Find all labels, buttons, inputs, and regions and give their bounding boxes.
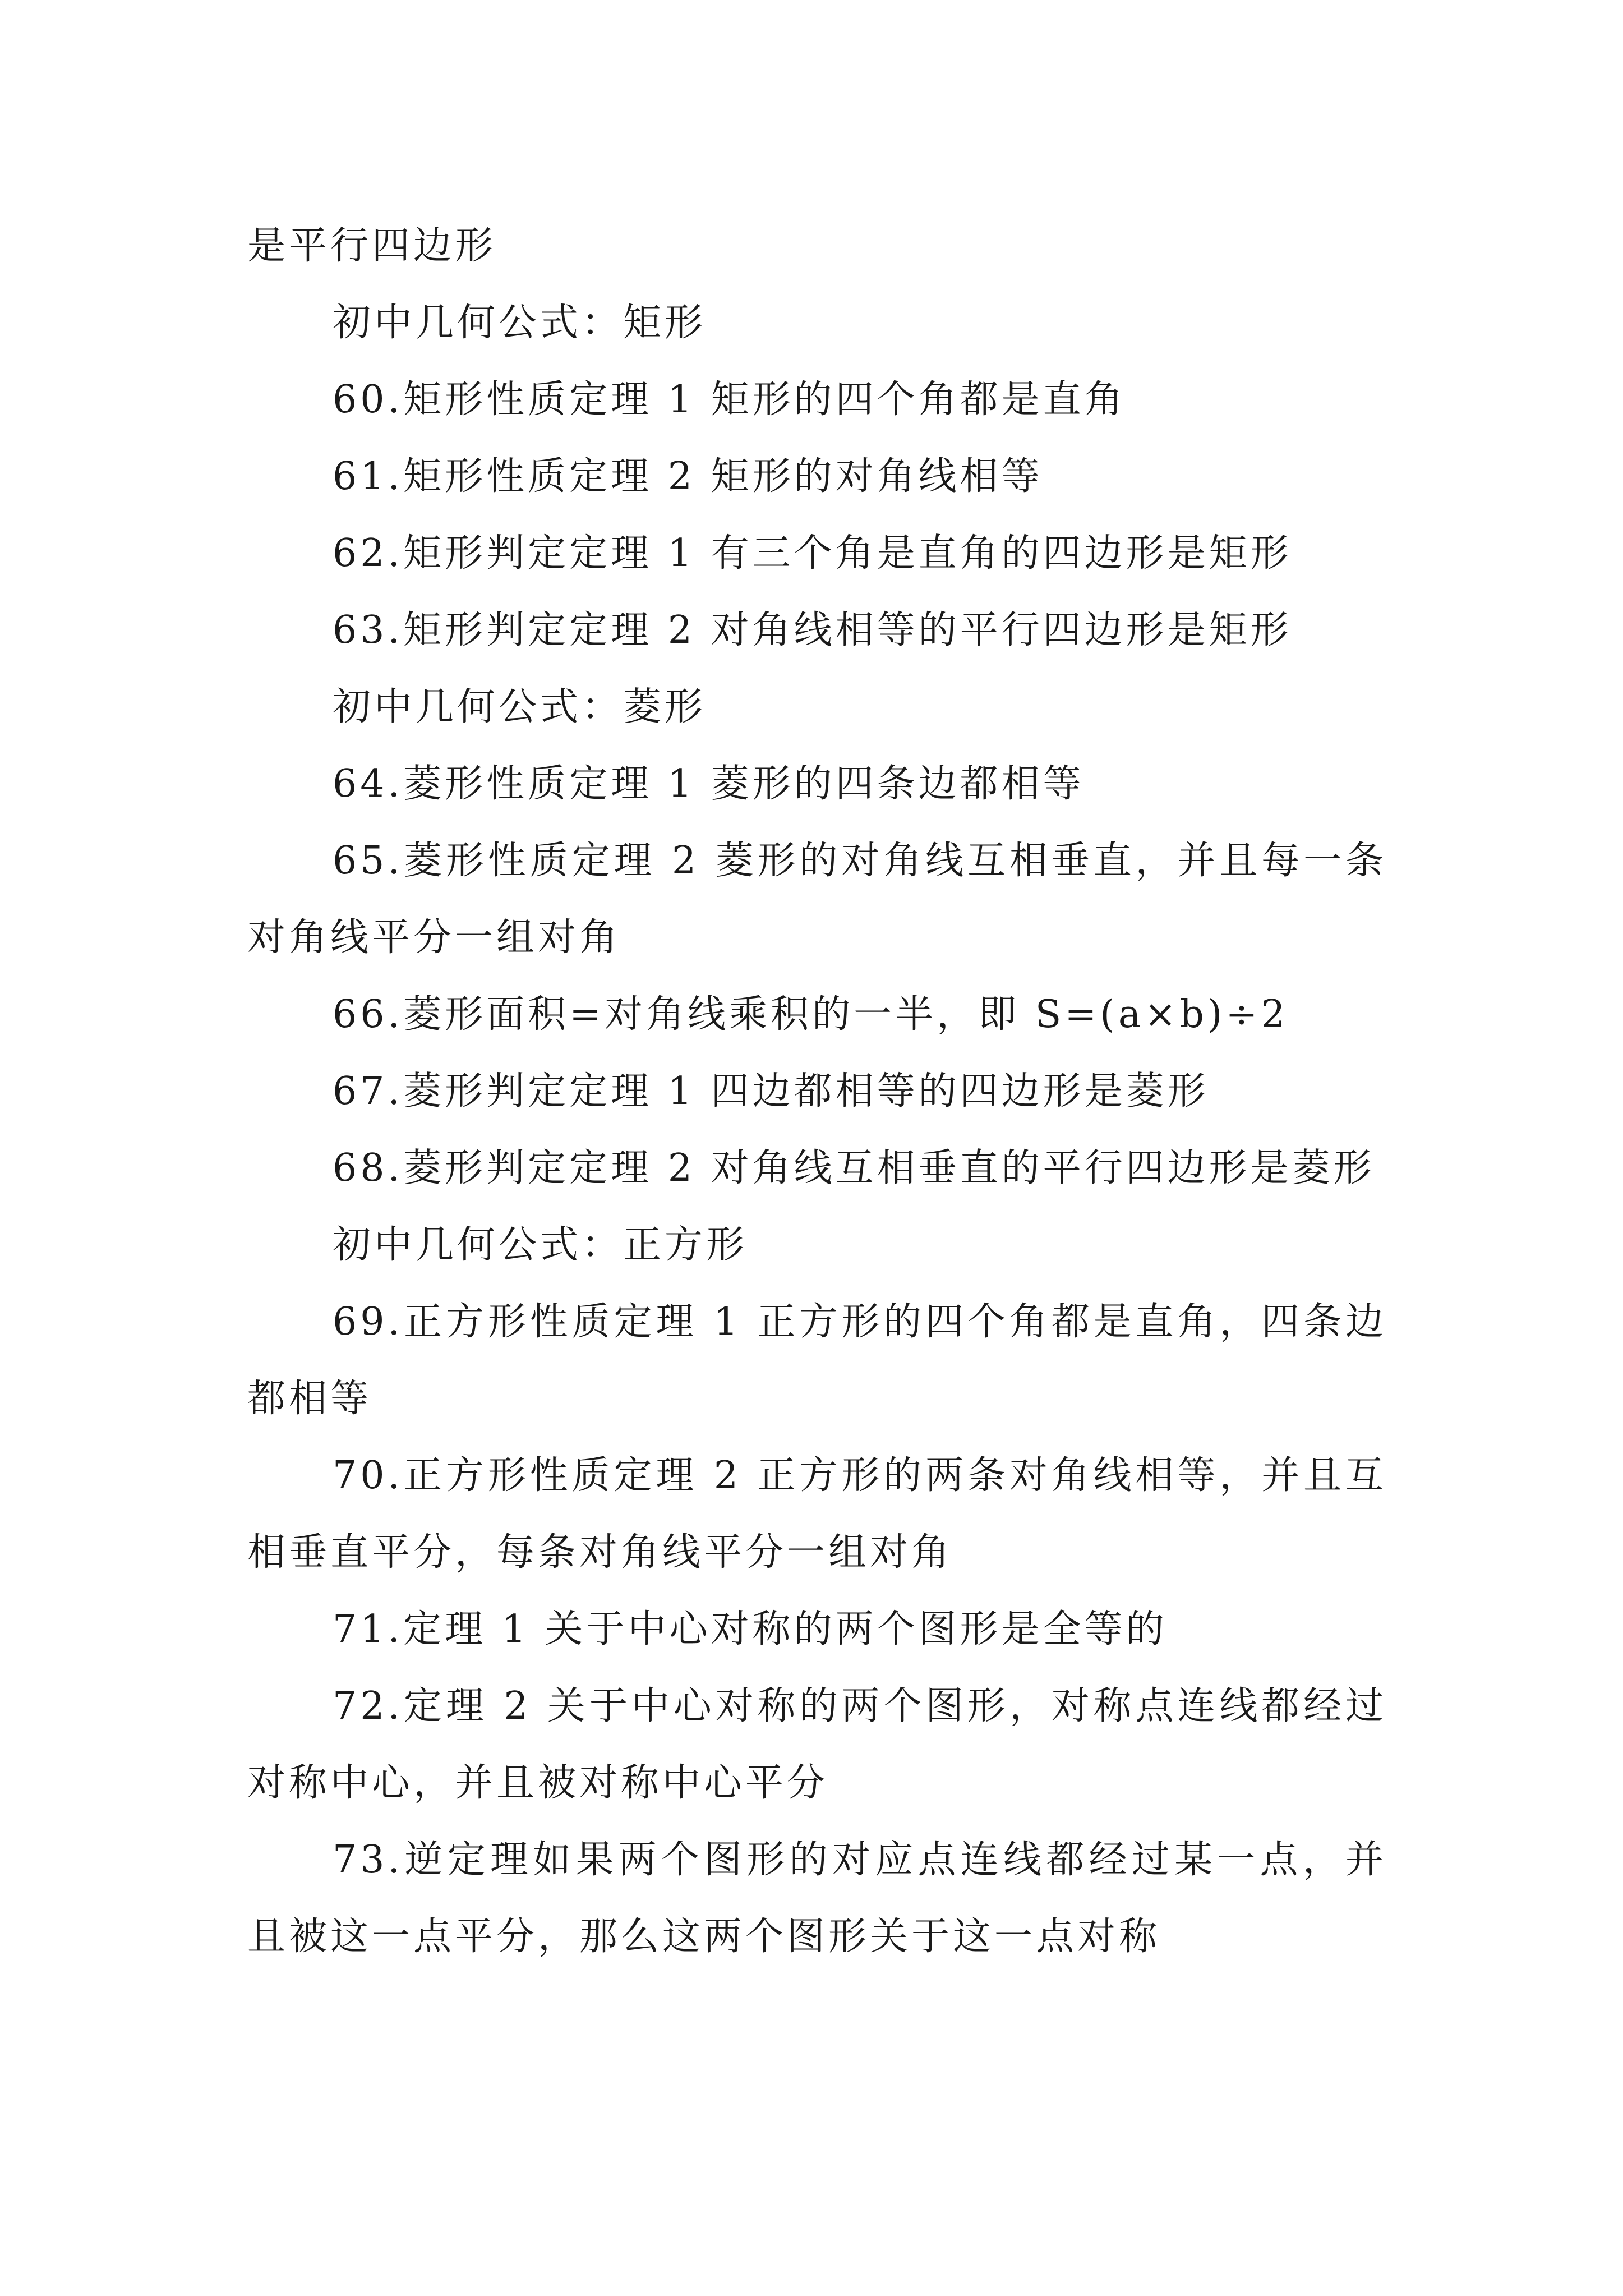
- theorem-69: 69.正方形性质定理 1 正方形的四个角都是直角，四条边都相等: [247, 1300, 1387, 1421]
- section-heading-square: 初中几何公式：正方形: [333, 1223, 748, 1267]
- theorem-72: 72.定理 2 关于中心对称的两个图形，对称点连线都经过对称中心，并且被对称中心平分: [247, 1684, 1387, 1805]
- paragraph-continuation: 是平行四边形: [247, 224, 497, 268]
- theorem-70: 70.正方形性质定理 2 正方形的两条对角线相等，并且互相垂直平分，每条对角线平分一组对角: [247, 1453, 1387, 1575]
- section-heading-rectangle: 初中几何公式：矩形: [333, 301, 707, 345]
- theorem-71: 71.定理 1 关于中心对称的两个图形是全等的: [333, 1607, 1168, 1651]
- theorem-67: 67.菱形判定定理 1 四边都相等的四边形是菱形: [333, 1069, 1209, 1114]
- theorem-63: 63.矩形判定定理 2 对角线相等的平行四边形是矩形: [333, 608, 1292, 652]
- theorem-73: 73.逆定理如果两个图形的对应点连线都经过某一点，并且被这一点平分，那么这两个图形关于这一点对称: [247, 1838, 1387, 1959]
- theorem-64: 64.菱形性质定理 1 菱形的四条边都相等: [333, 762, 1085, 806]
- theorem-60: 60.矩形性质定理 1 矩形的四个角都是直角: [333, 378, 1126, 422]
- section-heading-rhombus: 初中几何公式：菱形: [333, 685, 707, 729]
- theorem-62: 62.矩形判定定理 1 有三个角是直角的四边形是矩形: [333, 531, 1292, 576]
- theorem-61: 61.矩形性质定理 2 矩形的对角线相等: [333, 454, 1043, 499]
- theorem-65: 65.菱形性质定理 2 菱形的对角线互相垂直，并且每一条对角线平分一组对角: [247, 839, 1387, 960]
- theorem-66: 66.菱形面积=对角线乘积的一半，即 S=(a×b)÷2: [333, 992, 1289, 1037]
- theorem-68: 68.菱形判定定理 2 对角线互相垂直的平行四边形是菱形: [333, 1146, 1375, 1190]
- document-body: [247, 208, 1387, 1975]
